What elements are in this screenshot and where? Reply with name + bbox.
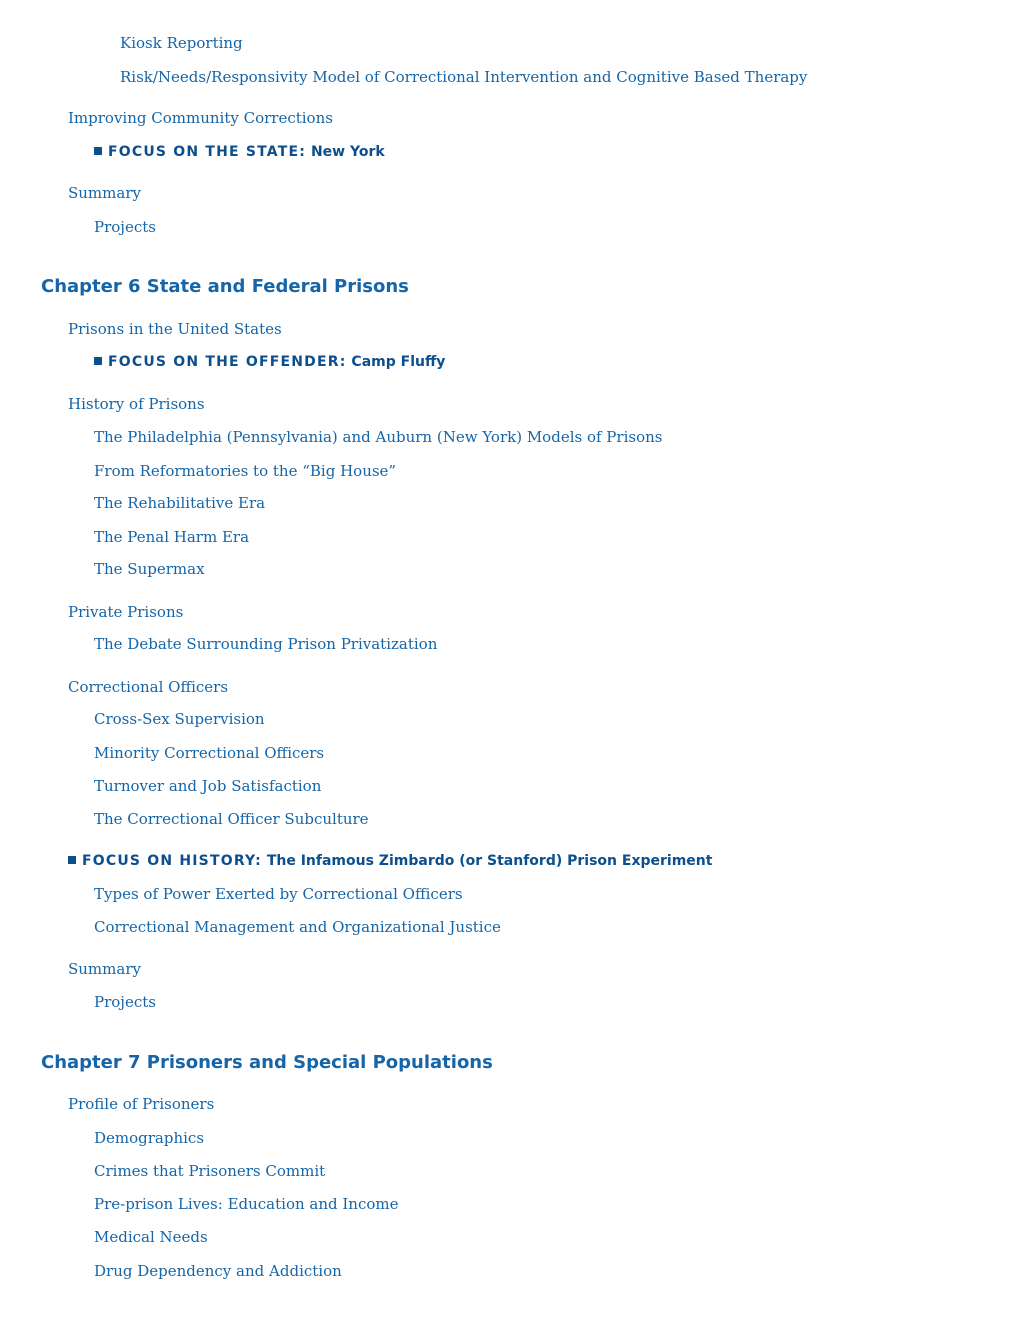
- toc-subsection-link[interactable]: The Correctional Officer Subculture: [94, 810, 369, 828]
- toc-subsection-link[interactable]: Drug Dependency and Addiction: [94, 1262, 342, 1280]
- focus-title: Camp Fluffy: [346, 354, 446, 370]
- toc-subsection-link[interactable]: Types of Power Exerted by Correctional Officers: [94, 885, 463, 903]
- square-bullet-icon: [68, 856, 76, 864]
- toc-subsection-link[interactable]: From Reformatories to the “Big House”: [94, 462, 397, 480]
- toc-chapter-heading[interactable]: Chapter 6 State and Federal Prisons: [41, 276, 409, 297]
- focus-kicker: FOCUS ON HISTORY:: [82, 853, 262, 869]
- toc-subsection-link[interactable]: The Penal Harm Era: [94, 528, 250, 546]
- toc-subsection-link[interactable]: Pre-prison Lives: Education and Income: [94, 1195, 399, 1213]
- focus-title: The Infamous Zimbardo (or Stanford) Prison Experiment: [261, 853, 713, 869]
- toc-subsection-link[interactable]: Turnover and Job Satisfaction: [94, 777, 322, 795]
- toc-subsection-link[interactable]: Crimes that Prisoners Commit: [94, 1162, 326, 1180]
- toc-subsection-link[interactable]: Projects: [94, 218, 156, 236]
- toc-subsection-link[interactable]: Demographics: [94, 1129, 205, 1147]
- toc-subsection-link[interactable]: The Debate Surrounding Prison Privatization: [94, 635, 438, 653]
- toc-subsection-link[interactable]: Risk/Needs/Responsivity Model of Correctional Intervention and Cognitive Based Therapy: [120, 68, 808, 86]
- toc-subsection-link[interactable]: Projects: [94, 993, 156, 1011]
- toc-section-link[interactable]: Summary: [68, 184, 141, 202]
- toc-subsection-link[interactable]: The Philadelphia (Pennsylvania) and Auburn (New York) Models of Prisons: [94, 428, 663, 446]
- toc-section-link[interactable]: Prisons in the United States: [68, 320, 282, 338]
- square-bullet-icon: [94, 147, 102, 155]
- toc-chapter-heading[interactable]: Chapter 7 Prisoners and Special Populations: [41, 1052, 493, 1073]
- toc-section-link[interactable]: Correctional Officers: [68, 678, 229, 696]
- square-bullet-icon: [94, 357, 102, 365]
- toc-subsection-link[interactable]: Cross-Sex Supervision: [94, 710, 265, 728]
- focus-kicker: FOCUS ON THE STATE:: [108, 144, 307, 160]
- toc-subsection-link[interactable]: Medical Needs: [94, 1228, 208, 1246]
- focus-title: New York: [306, 144, 385, 160]
- toc-focus-box-link[interactable]: [68, 854, 712, 868]
- toc-subsection-link[interactable]: The Supermax: [94, 560, 205, 578]
- toc-subsection-link[interactable]: Correctional Management and Organizational Justice: [94, 918, 501, 936]
- toc-focus-box-link[interactable]: [94, 145, 385, 159]
- toc-section-link[interactable]: Private Prisons: [68, 603, 184, 621]
- toc-section-link[interactable]: History of Prisons: [68, 395, 205, 413]
- toc-subsection-link[interactable]: The Rehabilitative Era: [94, 494, 266, 512]
- toc-section-link[interactable]: Profile of Prisoners: [68, 1095, 215, 1113]
- toc-section-link[interactable]: Improving Community Corrections: [68, 109, 333, 127]
- toc-subsection-link[interactable]: Minority Correctional Officers: [94, 744, 325, 762]
- toc-subsection-link[interactable]: Kiosk Reporting: [120, 34, 243, 52]
- focus-kicker: FOCUS ON THE OFFENDER:: [108, 354, 347, 370]
- toc-section-link[interactable]: Summary: [68, 960, 141, 978]
- toc-focus-box-link[interactable]: [94, 355, 445, 369]
